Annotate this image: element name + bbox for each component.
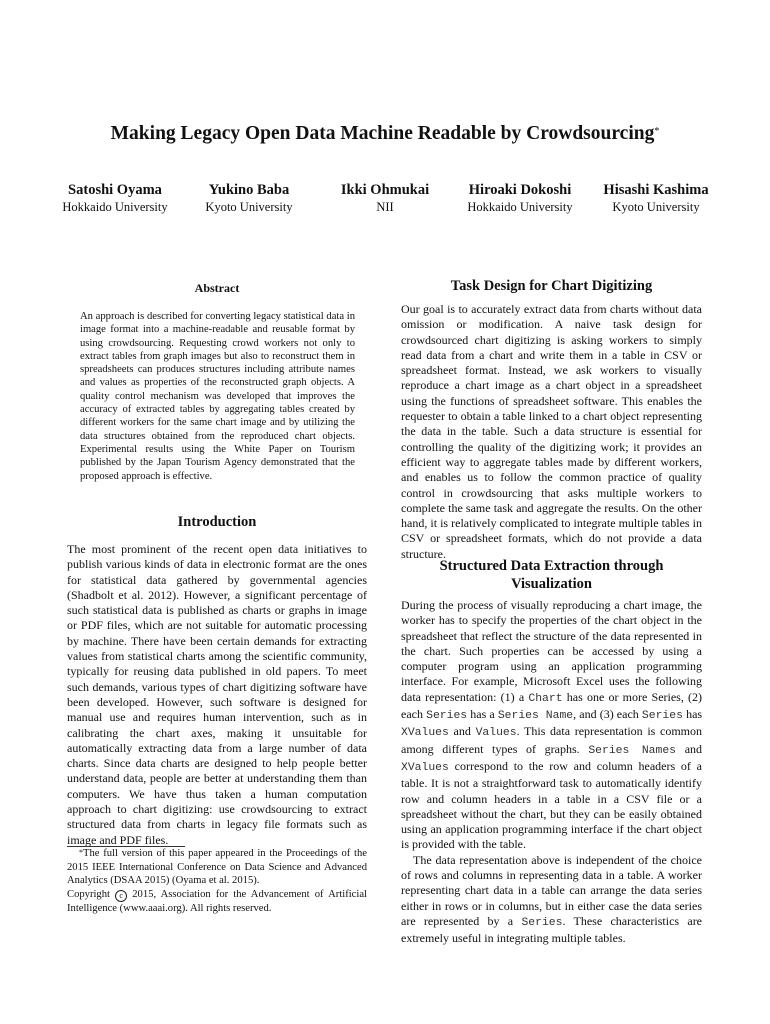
author-2 [205, 181, 292, 215]
abstract-heading: Abstract [194, 281, 240, 295]
task-design-heading: Task Design for Chart Digitizing [450, 278, 653, 294]
author-5 [603, 181, 708, 215]
author-name: Hisashi Kashima [603, 182, 709, 198]
author-3 [341, 181, 429, 215]
author-name: Satoshi Oyama [68, 182, 162, 198]
task-design-text: Our goal is to accurately extract data from charts without data omission or modification. A naive task design for crowdsourced chart digitizing is asking workers to simply read data from a chart and write them in a table in CSV or spreadsheet format. Instead, we ask workers to visually reproduce a chart image as a chart object in a spreadsheet using the functions of spreadsheet software. This enables the requester to obtain a table linked to a chart object representing the data in the table. Such a data structure is essential for controlling the quality of the digitizing work; it provides an efficient way to aggregate tables made by different workers, and enables us to follow the common practice of quality control in crowdsourcing that asks multiple workers to complete the same task and aggregate the results. On the other hand, it is relatively complicated to integrate multiple tables in CSV or spreadsheet formats, which do not provide a data structure. [401, 302, 702, 561]
author-name: Yukino Baba [208, 182, 290, 198]
structured-extraction-heading: Structured Data Extraction through Visualization [439, 558, 664, 592]
author-name: Hiroaki Dokoshi [468, 182, 572, 198]
title-footnote-mark: * [654, 126, 660, 137]
author-affiliation: NII [376, 200, 394, 214]
author-1 [62, 181, 167, 215]
author-affiliation: Kyoto University [612, 200, 700, 214]
author-name: Ikki Ohmukai [340, 182, 430, 198]
introduction-text: The most prominent of the recent open data initiatives to publish various kinds of data in electronic format are the ones for statistical data gathered by governmental agencies (Shadbolt et al. 2012). However, a significant percentage of such statistical data is published as charts or graphs in image or PDF files, which are not suitable for automatic processing by machine. There have been certain demands for extracting values from statistical charts among the scientific community, typically for reusing data published in old papers. To meet such demands, various types of chart digitizing software have been developed. However, such software is designed for manual use and requires human intervention, such as in calibrating the chart axes, making it unsuitable for automatically extracting data from a large number of data charts. Since data charts are designed to help people better understand data, people are better at understanding them than computers. We have thus taken a human computation approach to chart digitizing: use crowdsourcing to extract structured data from charts in legacy file formats such as image and PDF files. [67, 542, 367, 847]
author-4 [467, 181, 572, 215]
author-affiliation: Kyoto University [205, 200, 293, 214]
structured-extraction-text [401, 598, 702, 947]
paragraph: The data representation above is independent of the choice of rows and columns in representing data in a table. A worker representing chart data in a table can arrange the data series either in rows or in columns, but in either case the data series are represented by a Series. These characteristics are extremely useful in integrating multiple tables. [401, 852, 703, 946]
copyright-icon: c [115, 890, 127, 902]
page-title: Making Legacy Open Data Machine Readable by Crowdsourcing* [110, 123, 660, 144]
author-affiliation: Hokkaido University [467, 200, 573, 214]
abstract-text: An approach is described for converting legacy statistical data in image format into a machine-readable and reusable format by using crowdsourcing. Requesting crowd workers not only to extract tables from graph images but also to reconstruct them in spreadsheets can produces structures including attribute names and values as properties of the reconstructed graph objects. A quality control mechanism was developed that improves the accuracy of extracted tables by aggregating tables created by different workers for the same chart image and by utilizing the data structures obtained from the reproduced chart objects. Experimental results using the White Paper on Tourism published by the Japan Tourism Agency demonstrated that the proposed approach is effective. [80, 311, 355, 482]
author-affiliation: Hokkaido University [62, 200, 168, 214]
paragraph: During the process of visually reproducing a chart image, the worker has to specify the properties of the chart object in the spreadsheet that reflect the structure of the data represented in the chart. Such properties can be accessed by using a computer program using an application programming interface. For example, Microsoft Excel uses the following data representation: (1) a Chart has one or more Series, (2) each Series has a Series Name, and (3) each Series has XValues and Values. This data representation is common among different types of graphs. Series Names and XValues correspond to the row and column headers of a table. It is not a straightforward task to automatically identify row and column headers in a table in a CSV file or a spreadsheet without the chart, but they can be easily obtained using an application programming interface if the chart object is provided with the table. [401, 598, 703, 852]
footnote: *The full version of this paper appeared in the Proceedings of the 2015 IEEE International Conference on Data Science and Advanced Analytics (DSAA 2015) (Oyama et al. 2015). Copyright c 2015, Association for the Advancement of Artificial Intelligence (www.aaai.org). All rights reserved. [67, 848, 367, 914]
introduction-heading: Introduction [177, 514, 257, 530]
